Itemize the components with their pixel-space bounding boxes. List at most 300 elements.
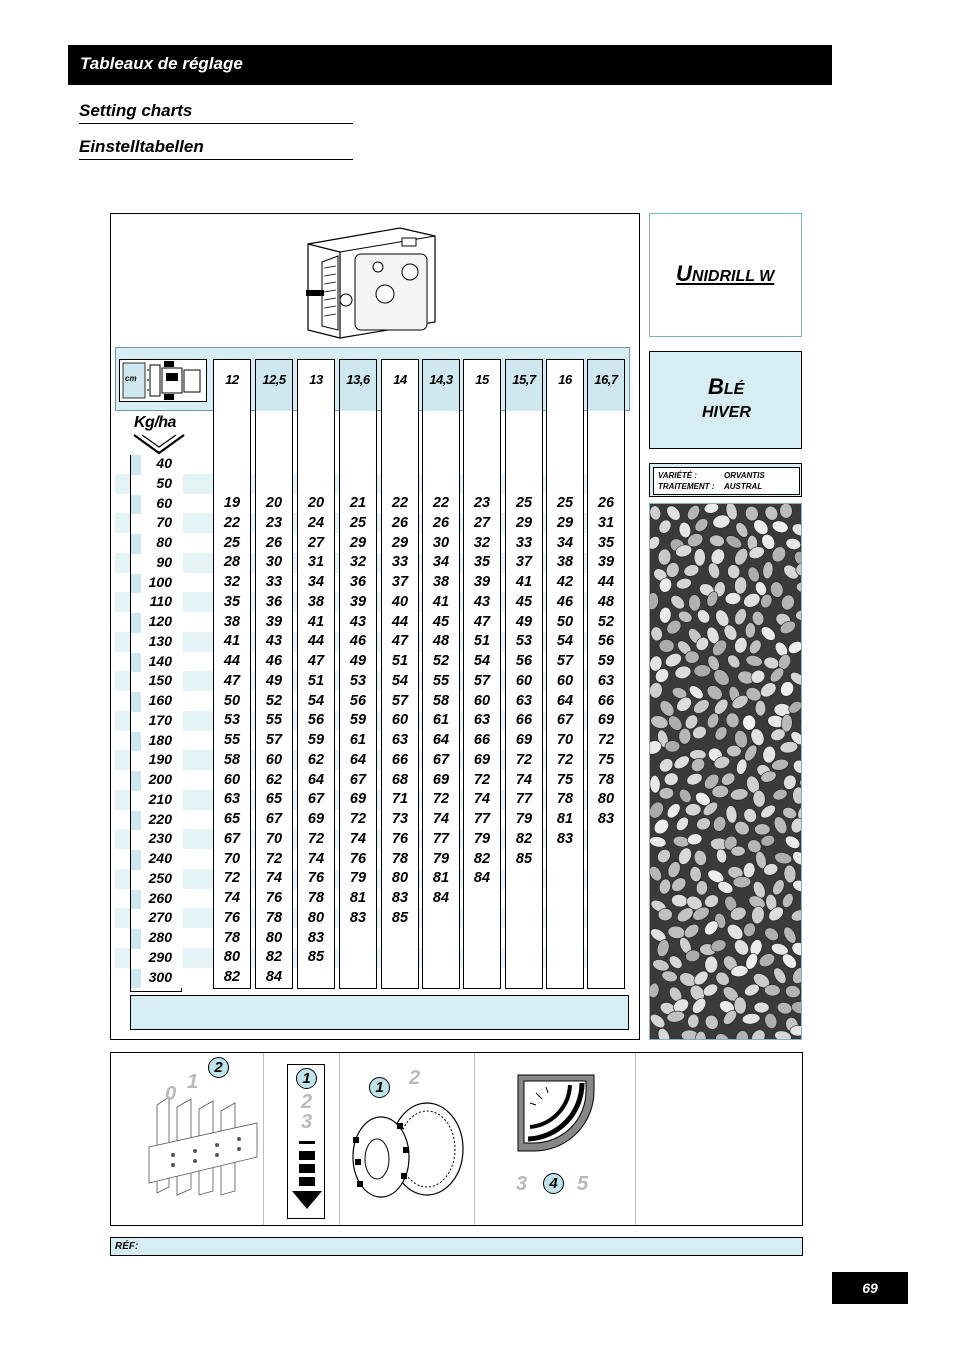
treatment-label: TRAITEMENT :	[658, 482, 715, 491]
speed-indicator	[287, 1064, 325, 1219]
setting-value: 56	[597, 633, 615, 650]
grain-kernel	[685, 651, 700, 664]
settings-panel	[110, 1052, 803, 1226]
setting-value: 59	[307, 732, 325, 748]
setting-value: 78	[556, 791, 574, 808]
setting-value: 71	[391, 791, 409, 808]
setting-value: 72	[473, 771, 491, 788]
setting-value: 54	[556, 633, 574, 650]
setting-value: 62	[265, 771, 283, 788]
rate-label: 250	[148, 869, 172, 886]
setting-value: 76	[223, 909, 241, 926]
rate-label: 280	[148, 929, 172, 945]
setting-value: 83	[391, 890, 409, 906]
setting-value: 72	[556, 751, 574, 768]
setting-value: 64	[307, 771, 325, 788]
setting-value: 51	[307, 672, 325, 689]
setting-value: 25	[556, 495, 574, 511]
setting-value: 48	[432, 633, 450, 650]
spacing-header: 16,7	[587, 359, 625, 411]
setting-value: 34	[307, 574, 325, 590]
setting-value: 83	[597, 811, 615, 827]
setting-value: 74	[473, 791, 491, 808]
flap-option-3: 3	[516, 1173, 528, 1195]
wheat-grain-photo	[649, 503, 802, 1040]
rate-label: 160	[148, 692, 172, 708]
setting-value: 63	[597, 672, 615, 689]
table-footer-band	[130, 995, 629, 1030]
setting-value: 50	[223, 692, 241, 709]
setting-value: 34	[432, 554, 450, 571]
setting-value: 50	[556, 613, 574, 630]
setting-value: 56	[349, 692, 367, 709]
setting-value: 48	[597, 593, 615, 610]
setting-value: 45	[432, 613, 450, 630]
lever-illustration	[139, 1075, 261, 1205]
setting-value: 72	[432, 791, 450, 808]
setting-value: 29	[349, 534, 367, 551]
setting-value: 38	[223, 613, 241, 630]
setting-value: 25	[349, 514, 367, 531]
setting-value: 51	[391, 653, 409, 669]
setting-value: 79	[432, 850, 450, 867]
setting-value: 78	[307, 890, 325, 906]
setting-value: 43	[265, 633, 283, 650]
setting-value: 26	[265, 534, 283, 551]
setting-value: 74	[223, 890, 241, 906]
grain-kernel	[801, 863, 802, 880]
setting-value: 39	[349, 593, 367, 610]
setting-value: 63	[223, 791, 241, 808]
setting-value: 42	[556, 574, 574, 590]
lever-position-1: 1	[187, 1071, 199, 1093]
setting-value: 22	[223, 514, 241, 531]
setting-value: 22	[432, 495, 450, 511]
setting-value: 24	[307, 514, 325, 531]
setting-value: 28	[223, 554, 241, 571]
setting-value: 44	[597, 574, 615, 590]
setting-value: 76	[349, 850, 367, 867]
setting-value: 46	[265, 653, 283, 669]
grain-kernel	[688, 595, 701, 612]
seed-box-illustration	[300, 222, 445, 340]
lever-selected-badge: 2	[208, 1057, 229, 1078]
setting-value: 53	[349, 672, 367, 689]
variety-box	[649, 463, 802, 497]
rate-label: 150	[148, 672, 172, 689]
row-spacing-icon	[119, 359, 207, 402]
setting-value: 63	[515, 692, 533, 709]
setting-value: 82	[473, 850, 491, 867]
setting-value: 44	[391, 613, 409, 630]
setting-value: 38	[432, 574, 450, 590]
grain-image	[650, 504, 802, 1040]
setting-value: 72	[223, 870, 241, 887]
setting-value: 65	[265, 791, 283, 808]
setting-value: 69	[432, 771, 450, 788]
grain-kernel	[694, 549, 705, 567]
setting-value: 39	[265, 613, 283, 630]
setting-value: 72	[265, 850, 283, 867]
page-number: 69	[832, 1272, 908, 1304]
setting-value: 55	[265, 712, 283, 729]
setting-value: 66	[391, 751, 409, 768]
spacing-header: 12	[213, 359, 251, 411]
setting-value: 73	[391, 811, 409, 827]
setting-value: 32	[349, 554, 367, 571]
setting-value: 64	[349, 751, 367, 768]
setting-value: 26	[391, 514, 409, 531]
rate-label: 90	[156, 553, 172, 570]
setting-value: 57	[473, 672, 491, 689]
setting-value: 33	[265, 574, 283, 590]
gear-wheels-illustration	[347, 1097, 469, 1205]
setting-value: 80	[223, 949, 241, 966]
grain-kernel	[705, 956, 718, 973]
setting-value: 72	[597, 732, 615, 748]
setting-value: 72	[515, 751, 533, 768]
setting-value: 82	[515, 830, 533, 847]
setting-value: 20	[265, 495, 283, 511]
grain-kernel	[801, 504, 802, 522]
kgha-label: Kg/ha	[134, 414, 176, 431]
setting-value: 53	[223, 712, 241, 729]
setting-value: 36	[349, 574, 367, 590]
setting-value: 69	[473, 751, 491, 768]
setting-value: 41	[307, 613, 325, 630]
rate-label: 60	[156, 494, 172, 511]
setting-value: 63	[391, 732, 409, 748]
setting-value: 52	[432, 653, 450, 669]
setting-value: 22	[391, 495, 409, 511]
setting-value: 52	[265, 692, 283, 709]
setting-value: 26	[597, 495, 615, 511]
setting-value: 74	[515, 771, 533, 788]
setting-value: 82	[223, 969, 241, 985]
grain-kernel	[793, 787, 802, 804]
setting-value: 51	[473, 633, 491, 650]
setting-value: 38	[556, 554, 574, 571]
flap-gauge-icon	[516, 1073, 596, 1153]
setting-value: 58	[432, 692, 450, 709]
setting-value: 57	[391, 692, 409, 709]
setting-value: 69	[349, 791, 367, 808]
machine-name: UNIDRILL W	[676, 261, 775, 286]
setting-value: 52	[597, 613, 615, 630]
setting-value: 61	[349, 732, 367, 748]
setting-value: 44	[223, 653, 241, 669]
rate-label: 220	[148, 810, 172, 827]
setting-value: 30	[265, 554, 283, 571]
setting-value: 33	[515, 534, 533, 551]
setting-value: 56	[515, 653, 533, 669]
setting-value: 66	[597, 692, 615, 709]
setting-value: 46	[556, 593, 574, 610]
setting-value: 39	[473, 574, 491, 590]
rate-label: 80	[156, 534, 172, 550]
setting-value: 80	[597, 791, 615, 808]
setting-value: 63	[473, 712, 491, 729]
rate-label: 110	[149, 593, 172, 610]
crop-name: BLÉ	[708, 374, 745, 399]
setting-value: 70	[223, 850, 241, 867]
spacing-header: 13	[297, 359, 335, 411]
spacing-header: 16	[546, 359, 584, 411]
down-arrow-icon	[291, 1139, 323, 1217]
setting-value: 84	[265, 969, 283, 985]
setting-value: 85	[391, 909, 409, 926]
setting-value: 31	[597, 514, 615, 531]
setting-value: 32	[473, 534, 491, 551]
rate-label: 200	[148, 771, 172, 787]
setting-value: 67	[265, 811, 283, 827]
setting-value: 66	[515, 712, 533, 729]
spacing-header: 14,3	[422, 359, 460, 411]
setting-value: 67	[432, 751, 450, 768]
speed-option-2: 2	[301, 1091, 313, 1113]
setting-value: 70	[556, 732, 574, 748]
setting-value: 74	[307, 850, 325, 867]
setting-value: 38	[307, 593, 325, 610]
setting-value: 76	[391, 830, 409, 847]
setting-value: 78	[597, 771, 615, 788]
setting-value: 67	[349, 771, 367, 788]
setting-value: 77	[473, 811, 491, 827]
setting-value: 26	[432, 514, 450, 531]
setting-value: 60	[473, 692, 491, 709]
setting-value: 72	[307, 830, 325, 847]
grain-kernel	[754, 824, 770, 835]
reference-label: RÉF:	[115, 1241, 139, 1252]
setting-value: 79	[473, 830, 491, 847]
crop-box	[649, 351, 802, 449]
flap-selected-badge: 4	[543, 1173, 564, 1194]
setting-value: 57	[556, 653, 574, 669]
setting-value: 27	[473, 514, 491, 531]
rate-label: 40	[156, 455, 172, 471]
setting-value: 84	[473, 870, 491, 887]
setting-value: 69	[307, 811, 325, 827]
setting-value: 47	[473, 613, 491, 630]
setting-value: 76	[265, 890, 283, 906]
setting-value: 36	[265, 593, 283, 610]
spacing-header: 13,6	[339, 359, 377, 411]
subtitle-english: Setting charts	[79, 101, 353, 124]
setting-value: 25	[515, 495, 533, 511]
grain-kernel	[754, 1002, 769, 1013]
rate-label: 210	[148, 790, 172, 807]
divider	[474, 1053, 475, 1225]
cm-unit-label: cm	[125, 374, 137, 383]
rate-label: 130	[148, 632, 172, 649]
setting-value: 74	[265, 870, 283, 887]
setting-value: 59	[349, 712, 367, 729]
setting-value: 31	[307, 554, 325, 571]
grain-kernel	[665, 740, 680, 752]
setting-value: 57	[265, 732, 283, 748]
setting-value: 61	[432, 712, 450, 729]
rate-label: 260	[148, 889, 172, 906]
setting-value: 78	[391, 850, 409, 867]
divider	[263, 1053, 264, 1225]
setting-value: 85	[307, 949, 325, 966]
setting-value: 41	[432, 593, 450, 610]
setting-value: 66	[473, 732, 491, 748]
setting-value: 84	[432, 890, 450, 906]
setting-value: 44	[307, 633, 325, 650]
setting-value: 67	[556, 712, 574, 729]
setting-value: 83	[349, 909, 367, 926]
setting-value: 47	[307, 653, 325, 669]
setting-value: 54	[307, 692, 325, 709]
setting-value: 72	[349, 811, 367, 827]
header-bar	[68, 45, 832, 85]
setting-value: 60	[515, 672, 533, 689]
setting-value: 20	[307, 495, 325, 511]
grain-kernel	[726, 745, 741, 757]
setting-value: 21	[349, 495, 367, 511]
setting-value: 53	[515, 633, 533, 650]
setting-value: 68	[391, 771, 409, 788]
setting-value: 29	[391, 534, 409, 551]
grain-kernel	[733, 876, 751, 888]
treatment-value: AUSTRAL	[724, 482, 763, 491]
rate-label: 170	[148, 711, 172, 728]
setting-value: 32	[223, 574, 241, 590]
rate-label: 240	[148, 850, 172, 866]
setting-value: 83	[556, 830, 574, 847]
rate-label: 120	[148, 613, 172, 629]
setting-value: 55	[432, 672, 450, 689]
setting-value: 29	[556, 514, 574, 531]
lever-position-0: 0	[165, 1083, 177, 1105]
setting-value: 29	[515, 514, 533, 531]
setting-value: 76	[307, 870, 325, 887]
setting-value: 40	[391, 593, 409, 610]
rate-label: 100	[148, 573, 172, 590]
setting-value: 39	[597, 554, 615, 571]
setting-value: 35	[597, 534, 615, 551]
setting-value: 54	[473, 653, 491, 669]
gear-selected-badge: 1	[369, 1077, 390, 1098]
setting-value: 58	[223, 751, 241, 768]
setting-value: 34	[556, 534, 574, 551]
spacing-header: 15,7	[505, 359, 543, 411]
setting-value: 64	[432, 732, 450, 748]
spacing-header: 15	[463, 359, 501, 411]
setting-value: 60	[223, 771, 241, 788]
setting-value: 60	[391, 712, 409, 729]
setting-value: 55	[223, 732, 241, 748]
setting-value: 79	[515, 811, 533, 827]
setting-value: 80	[265, 929, 283, 946]
setting-value: 59	[597, 653, 615, 669]
variety-label: VARIÉTÉ :	[658, 471, 697, 480]
setting-value: 80	[307, 909, 325, 926]
setting-value: 77	[432, 830, 450, 847]
setting-value: 65	[223, 811, 241, 827]
divider	[635, 1053, 636, 1225]
rate-label: 190	[148, 751, 172, 768]
crop-season: HIVER	[702, 404, 751, 421]
setting-value: 75	[597, 751, 615, 768]
rate-label: 300	[148, 968, 172, 985]
setting-value: 47	[223, 672, 241, 689]
variety-value: ORVANTIS	[724, 471, 765, 480]
setting-value: 23	[473, 495, 491, 511]
setting-value: 41	[223, 633, 241, 650]
setting-value: 78	[265, 909, 283, 926]
setting-value: 74	[349, 830, 367, 847]
setting-value: 47	[391, 633, 409, 650]
rate-label: 140	[148, 652, 172, 669]
setting-value: 43	[349, 613, 367, 630]
setting-value: 85	[515, 850, 533, 867]
setting-value: 67	[307, 791, 325, 808]
setting-value: 78	[223, 929, 241, 946]
setting-value: 80	[391, 870, 409, 887]
flap-option-5: 5	[577, 1173, 589, 1195]
grain-kernel	[755, 700, 766, 716]
setting-value: 75	[556, 771, 574, 788]
setting-value: 82	[265, 949, 283, 966]
setting-value: 37	[515, 554, 533, 571]
setting-value: 54	[391, 672, 409, 689]
gear-option-2: 2	[409, 1067, 421, 1089]
speed-selected-badge: 1	[296, 1068, 317, 1089]
rate-label: 70	[156, 514, 172, 531]
variety-info	[653, 467, 800, 495]
speed-option-3: 3	[301, 1111, 313, 1133]
divider	[339, 1053, 340, 1225]
setting-value: 33	[391, 554, 409, 571]
setting-value: 19	[223, 495, 241, 511]
setting-value: 67	[223, 830, 241, 847]
rate-label: 230	[148, 830, 172, 847]
setting-value: 60	[265, 751, 283, 768]
setting-value: 83	[307, 929, 325, 946]
machine-name-box	[649, 213, 802, 337]
setting-value: 60	[556, 672, 574, 689]
setting-value: 46	[349, 633, 367, 650]
setting-value: 49	[515, 613, 533, 630]
spacing-header: 14	[381, 359, 419, 411]
setting-value: 43	[473, 593, 491, 610]
spacing-header: 12,5	[255, 359, 293, 411]
setting-value: 49	[265, 672, 283, 689]
rate-label: 180	[148, 731, 172, 748]
rate-label: 50	[156, 474, 172, 491]
subtitle-german: Einstelltabellen	[79, 137, 353, 160]
setting-value: 23	[265, 514, 283, 531]
setting-value: 37	[391, 574, 409, 590]
setting-value: 56	[307, 712, 325, 729]
rate-label: 270	[148, 909, 172, 926]
setting-value: 62	[307, 751, 325, 768]
setting-value: 81	[556, 811, 574, 827]
reference-bar	[110, 1237, 803, 1256]
setting-value: 41	[515, 574, 533, 590]
setting-value: 81	[432, 870, 450, 887]
page-title: Tableaux de réglage	[80, 54, 243, 73]
setting-value: 69	[597, 712, 615, 729]
setting-value: 25	[223, 534, 241, 551]
setting-value: 74	[432, 811, 450, 827]
setting-value: 81	[349, 890, 367, 906]
setting-value: 70	[265, 830, 283, 847]
setting-value: 30	[432, 534, 450, 551]
setting-value: 35	[473, 554, 491, 571]
